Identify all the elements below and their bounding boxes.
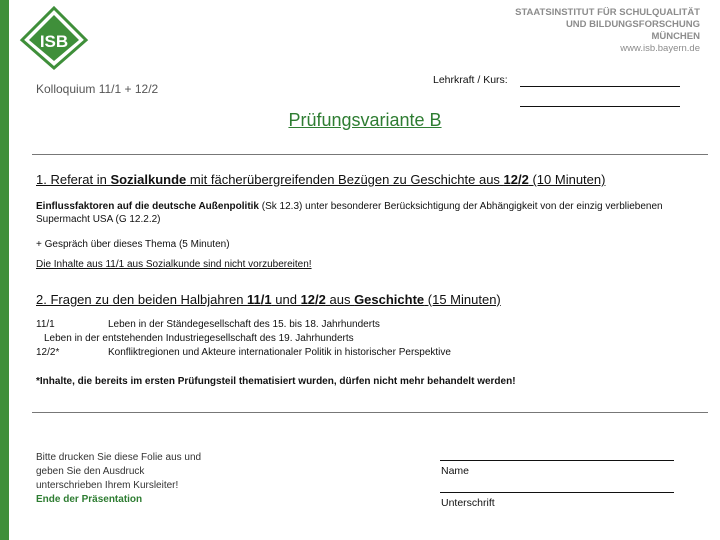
section-1-heading: 1. Referat in Sozialkunde mit fächerübergreifenden Bezügen zu Geschichte aus 12/2 (10 Minuten) [36,172,606,187]
history-row: Leben in der entstehenden Industriegesellschaft des 19. Jahrhunderts [44,333,354,344]
signature-label: Unterschrift [441,497,495,509]
history-row: 12/2* Konfliktregionen und Akteure internationaler Politik in historischer Perspektive [36,347,451,358]
name-field-line [440,460,674,461]
institute-url: www.isb.bayern.de [620,43,700,54]
history-row: 11/1 Leben in der Ständegesellschaft des 15. bis 18. Jahrhunderts [36,319,380,330]
institute-block [515,7,700,55]
institute-line-2: UND BILDUNGSFORSCHUNG [565,19,700,30]
institute-line-1: STAATSINSTITUT FÜR SCHULQUALITÄT [515,7,700,18]
teacher-course-label: Lehrkraft / Kurs: [433,74,508,86]
section-2-heading: 2. Fragen zu den beiden Halbjahren 11/1 und 12/2 aus Geschichte (15 Minuten) [36,292,501,307]
isb-logo [18,6,90,70]
section-2-footnote: *Inhalte, die bereits im ersten Prüfungsteil thematisiert wurden, dürfen nicht mehr behandelt werden! [36,376,516,387]
course-field-line [520,106,680,107]
logo-text: ISB [39,32,69,51]
left-accent-bar [0,0,9,540]
section-1-discussion: + Gespräch über dieses Thema (5 Minuten) [36,239,230,250]
kolloquium-label: Kolloquium 11/1 + 12/2 [36,82,159,96]
divider-bottom [32,412,708,413]
page-title: Prüfungsvariante B [288,110,442,130]
teacher-field-line [520,86,680,87]
institute-line-3: MÜNCHEN [651,31,700,42]
print-instructions: Bitte drucken Sie diese Folie aus und geben Sie den Ausdruck unterschrieben Ihrem Kursleiter! Ende der Präsentation [36,451,226,507]
name-label: Name [441,465,470,477]
signature-field-line [440,492,674,493]
end-of-presentation-label: Ende der Präsentation [36,494,143,505]
section-1-topic: Einflussfaktoren auf die deutsche Außenpolitik (Sk 12.3) unter besonderer Berücksichtigung der Abhängigkeit von der einzig verbliebenen Supermacht USA (G 12.2.2) [36,201,663,225]
divider-top [32,154,708,155]
section-1-notice: Die Inhalte aus 11/1 aus Sozialkunde sind nicht vorzubereiten! [36,259,312,270]
